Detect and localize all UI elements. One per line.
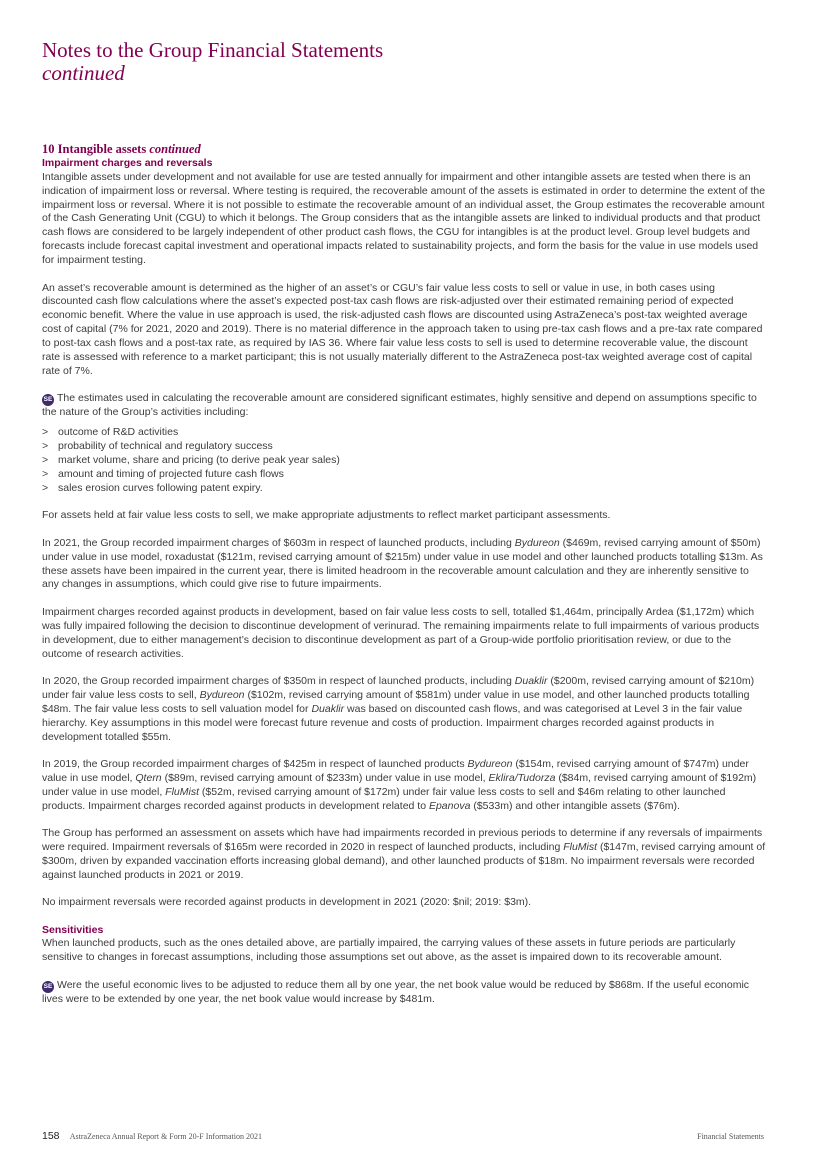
sensitivities-paragraph-2 bbox=[42, 979, 768, 1007]
chevron-right-icon: > bbox=[42, 426, 49, 439]
list-item-text: amount and timing of projected future cash flows bbox=[58, 468, 284, 481]
impairment-paragraph-2019: In 2019, the Group recorded impairment charges of $425m in respect of launched products Bydureon ($154m, revised carrying amount of $747m) under value in use model, Qtern ($89m, revised carrying amount of $233m) under value in use model, Eklira/Tudorza ($84m, revised carrying amount of $192m) under value in use model, FluMist ($52m, revised carrying amount of $172m) under fair value less costs to sell and $46m relating to other launched products. Impairment charges recorded against products in development related to Epanova ($533m) and other intangible assets ($76m). bbox=[42, 758, 757, 812]
significant-estimate-icon: SE bbox=[42, 394, 54, 406]
section-continued: continued bbox=[149, 142, 201, 156]
impairment-paragraph-development: Impairment charges recorded against products in development, based on fair value less costs to sell, totalled $1,464m, principally Ardea ($1,172m) which was fully impaired following the decision to discontinue development of verinurad. The remaining impairments relate to full impairments of various products in development, due to either management’s decision to discontinue development as part of a Group-wide portfolio prioritisation review, or due to the outcome of research activities. bbox=[42, 605, 760, 660]
section-heading bbox=[42, 142, 768, 157]
sensitivities-paragraph-1: When launched products, such as the ones detailed above, are partially impaired, the carrying values of these assets in future periods are particularly sensitive to changes in forecast assumptions, including those assumptions set out above, as the asset is impaired down to its recoverable amount. bbox=[42, 937, 736, 964]
report-name: AstraZeneca Annual Report & Form 20-F Information 2021 bbox=[69, 1132, 262, 1141]
list-item-text: market volume, share and pricing (to derive peak year sales) bbox=[58, 454, 340, 467]
impairment-paragraph-4: For assets held at fair value less costs to sell, we make appropriate adjustments to reflect market participant assessments. bbox=[42, 509, 611, 522]
page-footer bbox=[42, 1130, 764, 1143]
reversals-paragraph: The Group has performed an assessment on assets which have had impairments recorded in previous periods to determine if any reversals of impairments were required. Impairment reversals of $165m were recorded in 2020 in respect of launched products, including FluMist ($147m, revised carrying amount of $300m, driven by expanded vaccination efforts increasing global demand), and other launched products of $18m. No impairment reversals were recorded against launched products in 2021 or 2019. bbox=[42, 827, 766, 881]
significant-estimate-icon: SE bbox=[42, 981, 54, 993]
page-number: 158 bbox=[42, 1130, 60, 1142]
list-item-text: sales erosion curves following patent expiry. bbox=[58, 481, 263, 494]
sensitivities-heading: Sensitivities bbox=[42, 923, 104, 936]
list-item bbox=[42, 440, 768, 454]
list-item bbox=[42, 468, 768, 482]
estimates-text: The estimates used in calculating the recoverable amount are considered significant estimates, highly sensitive and depend on assumptions specific to the nature of the Group’s activities including: bbox=[42, 392, 757, 419]
sensitivity-text: Were the useful economic lives to be adjusted to reduce them all by one year, the net book value would be reduced by $868m. If the useful economic lives were to be extended by one year, the net book value would increase by $481m. bbox=[42, 978, 750, 1005]
chevron-right-icon: > bbox=[42, 440, 49, 453]
list-item bbox=[42, 454, 768, 468]
impairment-paragraph-2020: In 2020, the Group recorded impairment charges of $350m in respect of launched products, including Duaklir ($200m, revised carrying amount of $210m) under fair value less costs to sell, Bydureon ($102m, revised carrying amount of $581m) under value in use model, and other launched products totalling $48m. The fair value less costs to sell valuation model for Duaklir was based on discounted cash flows, and was categorised at Level 3 in the fair value hierarchy. Key assumptions in this model were forecast future revenue and costs of production. Impairment charges recorded against products in development totalled $55m. bbox=[42, 674, 755, 743]
page-subtitle: continued bbox=[42, 61, 125, 85]
list-item bbox=[42, 426, 768, 440]
main-content bbox=[42, 142, 768, 1007]
section-title: 10 Intangible assets bbox=[42, 142, 147, 156]
impairment-paragraph-2: An asset’s recoverable amount is determined as the higher of an asset’s or CGU’s fair value less costs to sell or value in use, in both cases using discounted cash flow calculations where the asset’s expected post-tax cash flows are risk-adjusted over their estimated remaining period of expected economic benefit. Where the value in use approach is used, the risk-adjusted cash flows are discounted using AstraZeneca’s post-tax weighted average cost of capital (7% for 2021, 2020 and 2019). There is no material difference in the approach taken to using pre-tax cash flows and a pre-tax rate compared to post-tax cash flows and a post-tax rate, as required by IAS 36. Where fair value less costs to sell is used to determine recoverable value, the discount rate is assessed with reference to a market participant; this is not usually materially different to the AstraZeneca post-tax weighted average cost of capital rate of 7%. bbox=[42, 281, 763, 377]
reversals-development-paragraph: No impairment reversals were recorded against products in development in 2021 (2020: $nil; 2019: $3m). bbox=[42, 896, 532, 909]
impairment-paragraph-3 bbox=[42, 392, 768, 420]
page-title: Notes to the Group Financial Statements bbox=[42, 38, 384, 62]
chevron-right-icon: > bbox=[42, 454, 49, 467]
list-item-text: probability of technical and regulatory success bbox=[58, 440, 273, 453]
impairment-paragraph-1: Intangible assets under development and not available for use are tested annually for impairment and other intangible assets are tested when there is an indication of impairment loss or reversal. Where testing is required, the recoverable amount of the assets is estimated in order to determine the extent of the impairment loss or reversal. Where it is not possible to estimate the recoverable amount of an individual asset, the Group estimates the recoverable amount of the Cash Generating Unit (CGU) to which it belongs. The Group considers that as the intangible assets are linked to individual products and that product cash flows are considered to be largely independent of other product cash flows, the CGU for intangibles is at the product level. Group level budgets and forecasts include forecast capital investment and operational impacts related to sustainability projects, and form the basis for the value in use models used for impairment testing. bbox=[42, 170, 766, 267]
list-item-text: outcome of R&D activities bbox=[58, 426, 179, 439]
impairment-paragraph-2021: In 2021, the Group recorded impairment charges of $603m in respect of launched products, including Bydureon ($469m, revised carrying amount of $50m) under value in use model, roxadustat ($121m, revised carrying amount of $215m) under value in use model and other launched products totalling $13m. As these assets have been impaired in the current year, there is limited headroom in the recoverable amount calculation and they are inherently sensitive to any changes in assumptions, which could give rise to future impairments. bbox=[42, 536, 763, 591]
list-item bbox=[42, 482, 768, 496]
chevron-right-icon: > bbox=[42, 481, 49, 494]
chevron-right-icon: > bbox=[42, 468, 49, 481]
impairment-heading: Impairment charges and reversals bbox=[42, 157, 213, 169]
assumptions-list bbox=[42, 426, 768, 496]
footer-section-name: Financial Statements bbox=[697, 1132, 764, 1141]
